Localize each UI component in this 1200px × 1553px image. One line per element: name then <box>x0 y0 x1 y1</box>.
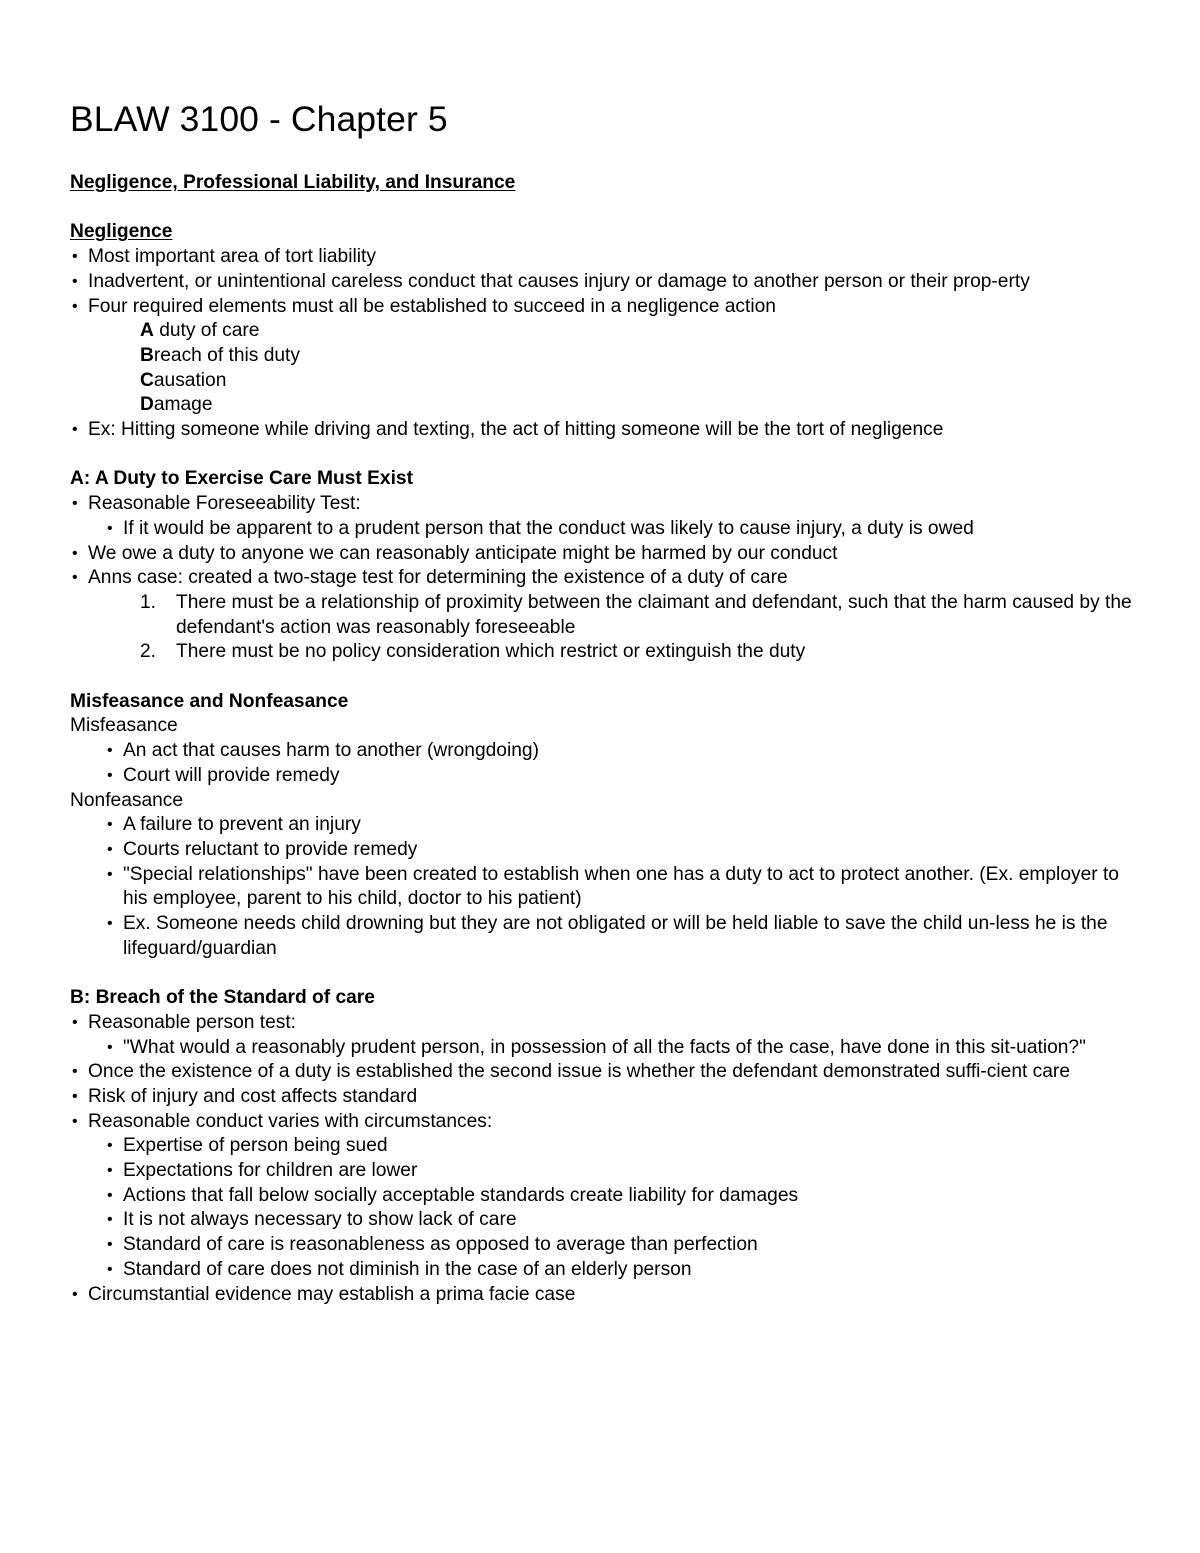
list-item: • It is not always necessary to show lack of care <box>70 1208 1140 1233</box>
list-item: • Expertise of person being sued <box>70 1134 1140 1159</box>
section-heading-duty: A: A Duty to Exercise Care Must Exist <box>70 468 413 490</box>
duty-list-2 <box>70 542 1140 591</box>
list-item: • Reasonable person test: <box>70 1011 1140 1036</box>
list-item: • We owe a duty to anyone we can reasonably anticipate might be harmed by our conduct <box>70 542 1140 567</box>
section-heading-breach: B: Breach of the Standard of care <box>70 987 375 1009</box>
section-breach <box>70 986 1140 1307</box>
list-item: • Courts reluctant to provide remedy <box>70 838 1140 863</box>
section-heading-negligence: Negligence <box>70 221 173 243</box>
list-item: • If it would be apparent to a prudent person that the conduct was likely to cause injury, a duty is owed <box>70 517 1140 542</box>
section-misfeasance <box>70 690 1140 962</box>
list-item: • Four required elements must all be established to succeed in a negligence action <box>70 295 1140 320</box>
list-item: • Reasonable Foreseeability Test: <box>70 492 1140 517</box>
section-duty <box>70 467 1140 665</box>
element-letter: A <box>140 320 154 342</box>
element-item <box>70 393 1140 418</box>
item-text: There must be a relationship of proximity between the claimant and defendant, such that the harm caused by the defendant's action was reasonably foreseeable <box>176 591 1132 638</box>
element-text: reach of this duty <box>153 344 300 366</box>
negligence-elements-list <box>70 319 1140 418</box>
list-item: • Court will provide remedy <box>70 764 1140 789</box>
section-heading-misfeasance: Misfeasance and Nonfeasance <box>70 690 349 712</box>
list-item: • "What would a reasonably prudent person, in possession of all the facts of the case, have done in this sit-uation?" <box>70 1036 1140 1061</box>
element-text: ausation <box>153 369 227 391</box>
list-item: • Most important area of tort liability <box>70 245 1140 270</box>
element-text: duty of care <box>153 320 260 342</box>
list-item: • Standard of care is reasonableness as opposed to average than perfection <box>70 1233 1140 1258</box>
element-item <box>70 319 1140 344</box>
list-item: • Actions that fall below socially acceptable standards create liability for damages <box>70 1184 1140 1209</box>
element-letter: C <box>140 369 154 391</box>
item-number: 1. <box>140 591 157 613</box>
list-item: • Once the existence of a duty is established the second issue is whether the defendant demonstrated suffi-cient care <box>70 1060 1140 1085</box>
list-item: • Expectations for children are lower <box>70 1159 1140 1184</box>
breach-list <box>70 1011 1140 1036</box>
list-item: • Standard of care does not diminish in the case of an elderly person <box>70 1258 1140 1283</box>
element-item <box>70 344 1140 369</box>
misfeasance-label: Misfeasance <box>70 715 178 737</box>
document-page <box>70 98 1140 1307</box>
breach-list-3 <box>70 1283 1140 1308</box>
misfeasance-list <box>70 739 1140 788</box>
item-text: There must be no policy consideration which restrict or extinguish the duty <box>176 641 806 663</box>
list-item: • Ex: Hitting someone while driving and texting, the act of hitting someone will be the tort of negligence <box>70 418 1140 443</box>
nonfeasance-label: Nonfeasance <box>70 789 184 811</box>
element-item <box>70 369 1140 394</box>
list-item: • "Special relationships" have been created to establish when one has a duty to act to protect another. (Ex. employer to his employee, parent to his child, doctor to his patient) <box>70 863 1140 912</box>
element-text: amage <box>153 394 213 416</box>
breach-list-2 <box>70 1060 1140 1134</box>
duty-list <box>70 492 1140 517</box>
negligence-example-list <box>70 418 1140 443</box>
duty-sublist <box>70 517 1140 542</box>
numbered-item <box>70 591 1140 640</box>
element-letter: B <box>140 344 154 366</box>
section-negligence <box>70 220 1140 442</box>
list-item: • Ex. Someone needs child drowning but they are not obligated or will be held liable to save the child un-less he is the lifeguard/guardian <box>70 912 1140 961</box>
list-item: • Inadvertent, or unintentional careless conduct that causes injury or damage to another person or their prop-erty <box>70 270 1140 295</box>
item-number: 2. <box>140 641 157 663</box>
list-item: • An act that causes harm to another (wrongdoing) <box>70 739 1140 764</box>
list-item: • Reasonable conduct varies with circumstances: <box>70 1110 1140 1135</box>
list-item: • Anns case: created a two-stage test for determining the existence of a duty of care <box>70 566 1140 591</box>
element-letter: D <box>140 394 154 416</box>
list-item: • A failure to prevent an injury <box>70 813 1140 838</box>
list-item: • Circumstantial evidence may establish a prima facie case <box>70 1283 1140 1308</box>
circumstances-list <box>70 1134 1140 1282</box>
numbered-item <box>70 640 1140 665</box>
breach-sublist <box>70 1036 1140 1061</box>
list-item: • Risk of injury and cost affects standard <box>70 1085 1140 1110</box>
chapter-subtitle: Negligence, Professional Liability, and Insurance <box>70 172 516 193</box>
nonfeasance-list <box>70 813 1140 961</box>
document-title: BLAW 3100 - Chapter 5 <box>70 99 448 139</box>
negligence-list <box>70 245 1140 319</box>
anns-stages-list <box>70 591 1140 665</box>
